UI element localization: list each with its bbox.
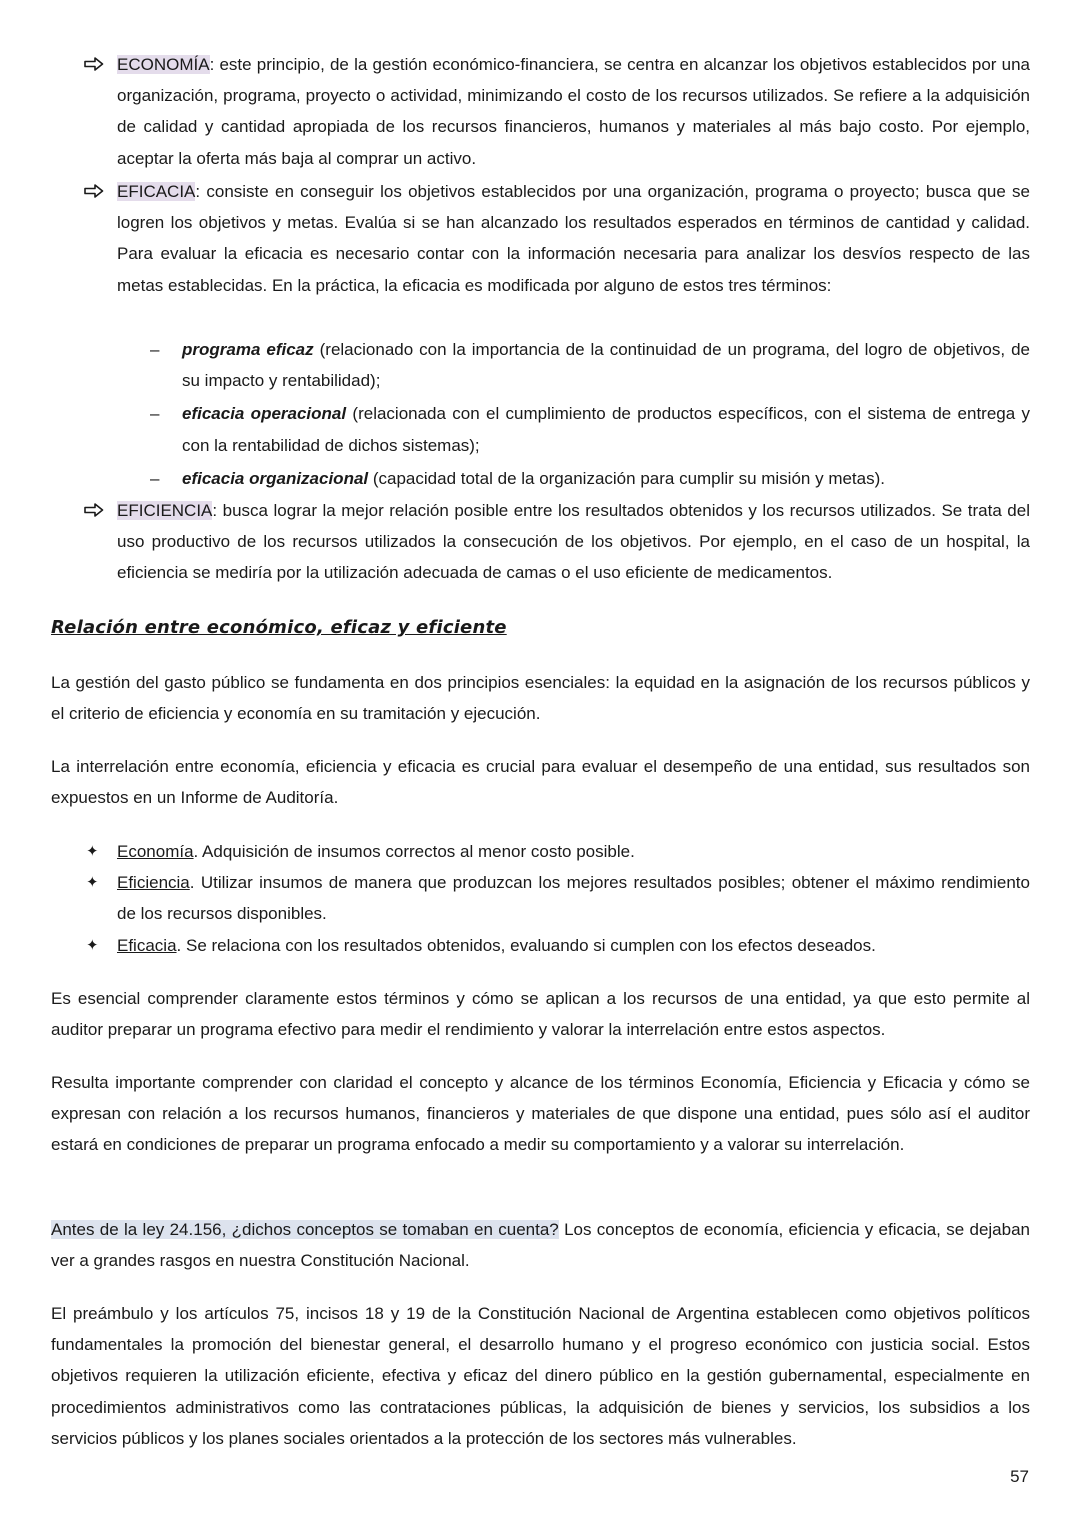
- star-bullet-icon: ✦: [86, 936, 99, 954]
- list-item: – programa eficaz (relacionado con la importancia de la continuidad de un programa, del logro de objetivos, de su impacto y rentabilidad);: [150, 334, 1030, 396]
- star-bullet-icon: ✦: [86, 843, 99, 860]
- dash-bullet-icon: –: [150, 468, 160, 488]
- list-item: ✦ Economía. Adquisición de insumos correctos al menor costo posible.: [84, 836, 1030, 867]
- eficacia-sublist: [150, 334, 1030, 494]
- list-item: ✦ Eficiencia. Utilizar insumos de manera que produzcan los mejores resultados posibles; obtener el máximo rendimiento de los recursos disponibles.: [84, 867, 1030, 929]
- list-item: ✦ Eficacia. Se relaciona con los resultados obtenidos, evaluando si cumplen con los efectos deseados.: [84, 930, 1030, 961]
- definition-economia: [84, 49, 1030, 174]
- definition-eficacia: [84, 176, 1030, 301]
- concept-bullet-list: [84, 836, 1030, 961]
- paragraph: Antes de la ley 24.156, ¿dichos conceptos se tomaban en cuenta? Los conceptos de economía, eficiencia y eficacia, se dejaban ver a grandes rasgos en nuestra Constitución Nacional.: [51, 1220, 1030, 1271]
- dash-bullet-icon: –: [150, 404, 160, 424]
- definition-text: ECONOMÍA: este principio, de la gestión económico-financiera, se centra en alcanzar los objetivos establecidos por una organización, programa, proyecto o actividad, minimizando el costo de los recursos utilizados. Se refiere a la adquisición de calidad y cantidad apropiada de los recursos financieros, humanos y materiales al más bajo costo. Por ejemplo, aceptar la oferta más baja al comprar un activo.: [117, 55, 1030, 168]
- question-highlight: Antes de la ley 24.156, ¿dichos conceptos se tomaban en cuenta?: [51, 1220, 559, 1239]
- term-highlight: EFICACIA: [117, 182, 196, 201]
- arrow-right-icon: [84, 49, 104, 71]
- section-heading: Relación entre económico, eficaz y eficiente: [51, 617, 507, 638]
- paragraph: La interrelación entre economía, eficiencia y eficacia es crucial para evaluar el desempeño de una entidad, sus resultados son expuestos en un Informe de Auditoría.: [51, 757, 1030, 808]
- star-bullet-icon: ✦: [86, 874, 99, 892]
- term-highlight: ECONOMÍA: [117, 55, 210, 74]
- page-number: 57: [1010, 1467, 1029, 1486]
- paragraph: La gestión del gasto público se fundamenta en dos principios esenciales: la equidad en la asignación de los recursos públicos y el criterio de eficiencia y economía en su tramitación y ejecución.: [51, 673, 1030, 724]
- list-item: – eficacia organizacional (capacidad total de la organización para cumplir su misión y metas).: [150, 463, 1030, 494]
- list-item: – eficacia operacional (relacionada con el cumplimiento de productos específicos, con el sistema de entrega y con la rentabilidad de dichos sistemas);: [150, 398, 1030, 460]
- definition-text: EFICIENCIA: busca lograr la mejor relación posible entre los resultados obtenidos y los recursos utilizados. Se trata del uso productivo de los recursos utilizados la consecución de los objetivos. Por ejemplo, en el caso de un hospital, la eficiencia se mediría por la utilización adecuada de camas o el uso eficiente de medicamentos.: [117, 501, 1030, 583]
- paragraph: Resulta importante comprender con claridad el concepto y alcance de los términos Economía, Eficiencia y Eficacia y cómo se expresan con relación a los recursos humanos, financieros y materiales de que dispone una entidad, pues sólo así el auditor estará en condiciones de preparar un programa enfocado a medir su comportamiento y a valorar su interrelación.: [51, 1073, 1030, 1155]
- paragraph: Es esencial comprender claramente estos términos y cómo se aplican a los recursos de una entidad, ya que esto permite al auditor preparar un programa efectivo para medir el rendimiento y valorar la interrelación entre estos aspectos.: [51, 989, 1030, 1040]
- paragraph: El preámbulo y los artículos 75, incisos 18 y 19 de la Constitución Nacional de Argentina establecen como objetivos políticos fundamentales la promoción del bienestar general, el desarrollo humano y el progreso económico con justicia social. Estos objetivos requieren la utilización eficiente, efectiva y eficaz del dinero público en la gestión gubernamental, especialmente en procedimientos administrativos como las contrataciones públicas, la adquisición de bienes y servicios, los subsidios a los servicios públicos y los planes sociales orientados a la protección de los sectores más vulnerables.: [51, 1304, 1030, 1448]
- arrow-right-icon: [84, 176, 104, 198]
- term-highlight: EFICIENCIA: [117, 501, 213, 520]
- definition-text: EFICACIA: consiste en conseguir los objetivos establecidos por una organización, programa o proyecto; busca que se logren los objetivos y metas. Evalúa si se han alcanzado los resultados esperados en términos de cantidad y calidad. Para evaluar la eficacia es necesario contar con la información necesaria para analizar los desvíos respecto de las metas establecidas. En la práctica, la eficacia es modificada por alguno de estos tres términos:: [117, 182, 1030, 295]
- definition-eficiencia: [84, 495, 1030, 589]
- dash-bullet-icon: –: [150, 340, 160, 359]
- arrow-right-icon: [84, 495, 104, 517]
